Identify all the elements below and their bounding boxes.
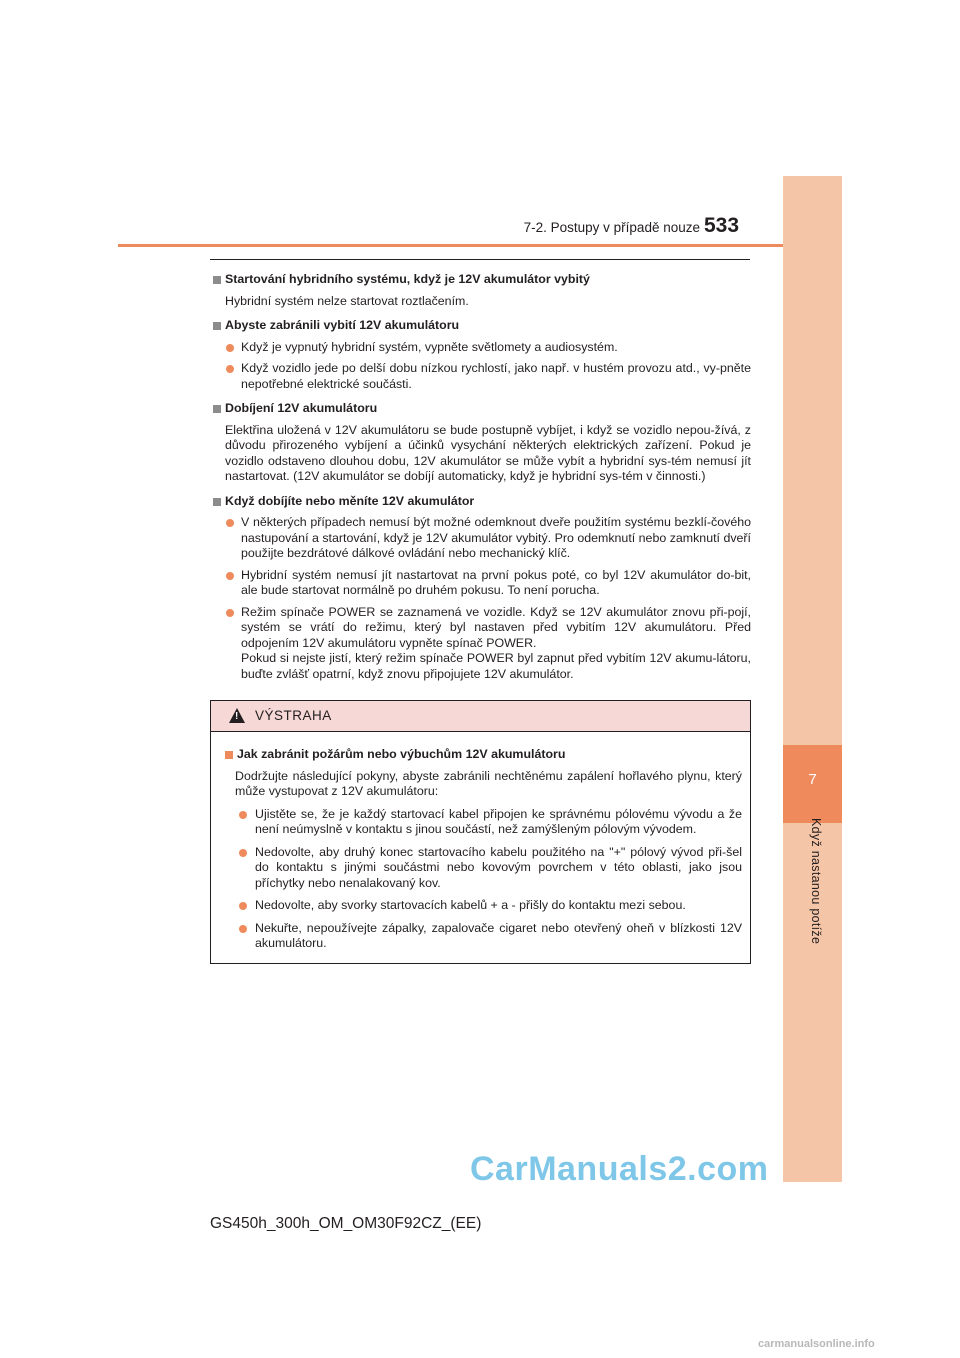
round-bullet-icon — [239, 902, 247, 910]
warning-bullet — [223, 921, 742, 952]
heading-text: Jak zabránit požárům nebo výbuchům 12V akumulátoru — [237, 747, 566, 761]
section-heading — [211, 401, 751, 417]
bullet-item — [211, 515, 751, 562]
warning-bullet — [223, 845, 742, 892]
warning-intro: Dodržujte následující pokyny, abyste zabránili nechtěnému zapálení hořlavého plynu, který může vystupovat z 12V akumulátoru: — [235, 768, 742, 798]
bullet-text: Nedovolte, aby svorky startovacích kabelů + a - přišly do kontaktu mezi sebou. — [255, 898, 686, 912]
chapter-label: Když nastanou potíže — [809, 818, 823, 945]
chapter-side-tab — [783, 176, 842, 1182]
warning-header — [211, 701, 750, 732]
heading-text: Dobíjení 12V akumulátoru — [225, 401, 378, 415]
round-bullet-icon — [226, 519, 234, 527]
square-bullet-icon — [213, 276, 221, 284]
manual-code: GS450h_300h_OM_OM30F92CZ_(EE) — [210, 1215, 482, 1232]
section-heading — [211, 272, 751, 288]
round-bullet-icon — [226, 344, 234, 352]
warning-box — [210, 700, 751, 964]
content-top-rule — [210, 259, 750, 260]
round-bullet-icon — [239, 811, 247, 819]
paragraph: Elektřina uložená v 12V akumulátoru se bude postupně vybíjet, i když se vozidlo nepou-žívá, z důvodu přirozeného vybíjení a účinků vysychání některých elektrických zařízení. Pokud je vozidlo odstaveno dlouhou dobu, 12V akumulátor se může vybít a hybridní sys-tém nemusí jít nastartovat. (12V akumulátor se dobíjí automaticky, když je hybridní sys-tém v činnosti.) — [225, 422, 751, 483]
bullet-item — [211, 361, 751, 392]
main-content — [211, 270, 751, 682]
square-bullet-icon — [213, 498, 221, 506]
chapter-number: 7 — [808, 771, 817, 788]
bullet-text: Nedovolte, aby druhý konec startovacího kabelu použitého na "+" pólový vývod při-šel do kontaktu s jinými součástmi nebo kovovým povrchem v této oblasti, jako jsou příchytky nebo nenalakovaný kov. — [255, 844, 742, 890]
watermark-logo: CarManuals2.com — [470, 1150, 769, 1188]
section-heading — [211, 494, 751, 510]
bullet-text: Nekuřte, nepoužívejte zápalky, zapalovače cigaret nebo otevřený oheň v blízkosti 12V akumulátoru. — [255, 920, 742, 950]
warning-bullet — [223, 807, 742, 838]
section-title: 7-2. Postupy v případě nouze — [523, 220, 700, 235]
bullet-continuation: Pokud si nejste jistí, který režim spínače POWER byl zapnut před vybitím 12V akumu-látoru, buďte zvlášť opatrní, když znovu připojujete 12V akumulátor. — [241, 651, 751, 681]
round-bullet-icon — [226, 572, 234, 580]
round-bullet-icon — [239, 849, 247, 857]
paragraph: Hybridní systém nelze startovat roztlačením. — [225, 293, 469, 308]
warning-heading — [223, 747, 742, 763]
bullet-text: Ujistěte se, že je každý startovací kabel připojen ke správnému pólovému vývodu a že není neúmyslně v kontaktu s jinou součástí, než zamýšleným pólovým vývodem. — [255, 806, 742, 836]
watermark-corner: carmanualsonline.info — [758, 1338, 875, 1350]
square-bullet-icon — [225, 751, 233, 759]
warning-title: VÝSTRAHA — [255, 708, 332, 723]
section-heading — [211, 318, 751, 334]
bullet-text: Režim spínače POWER se zaznamená ve vozidle. Když se 12V akumulátor znovu při-pojí, systém se vrátí do režimu, který byl nastaven před vybitím 12V akumulátoru. Před odpojením 12V akumulátoru vypněte spínač POWER. — [241, 604, 751, 650]
chapter-number-block — [783, 745, 842, 823]
heading-text: Startování hybridního systému, když je 12V akumulátor vybitý — [225, 272, 590, 286]
heading-text: Když dobíjíte nebo měníte 12V akumulátor — [225, 493, 475, 508]
bullet-text: Když je vypnutý hybridní systém, vypněte světlomety a audiosystém. — [241, 339, 618, 354]
bullet-text: Hybridní systém nemusí jít nastartovat na první pokus poté, co byl 12V akumulátor do-bit, ale bude startovat normálně po druhém pokusu. To není porucha. — [241, 567, 751, 597]
round-bullet-icon — [226, 609, 234, 617]
bullet-text: V některých případech nemusí být možné odemknout dveře použitím systému bezklí-čového nastupování a startování, když je 12V akumulátor vybitý. Pro odemknutí nebo zamknutí dveří použijte bezdrátové dálkové ovládání nebo mechanický klíč. — [241, 515, 751, 560]
header-rule — [118, 244, 783, 247]
bullet-text: Když vozidlo jede po delší dobu nízkou rychlostí, jako např. v hustém provozu atd., vy-pněte nepotřebné elektrické součásti. — [241, 361, 751, 391]
heading-text: Abyste zabránili vybití 12V akumulátoru — [225, 318, 460, 332]
bullet-item — [211, 340, 751, 356]
warning-bullet — [223, 898, 742, 914]
square-bullet-icon — [213, 322, 221, 330]
warning-triangle-icon — [229, 708, 245, 723]
square-bullet-icon — [213, 405, 221, 413]
bullet-item — [211, 605, 751, 683]
bullet-item — [211, 568, 751, 599]
warning-body — [211, 732, 750, 952]
page-number: 533 — [704, 214, 740, 237]
round-bullet-icon — [239, 925, 247, 933]
round-bullet-icon — [226, 365, 234, 373]
